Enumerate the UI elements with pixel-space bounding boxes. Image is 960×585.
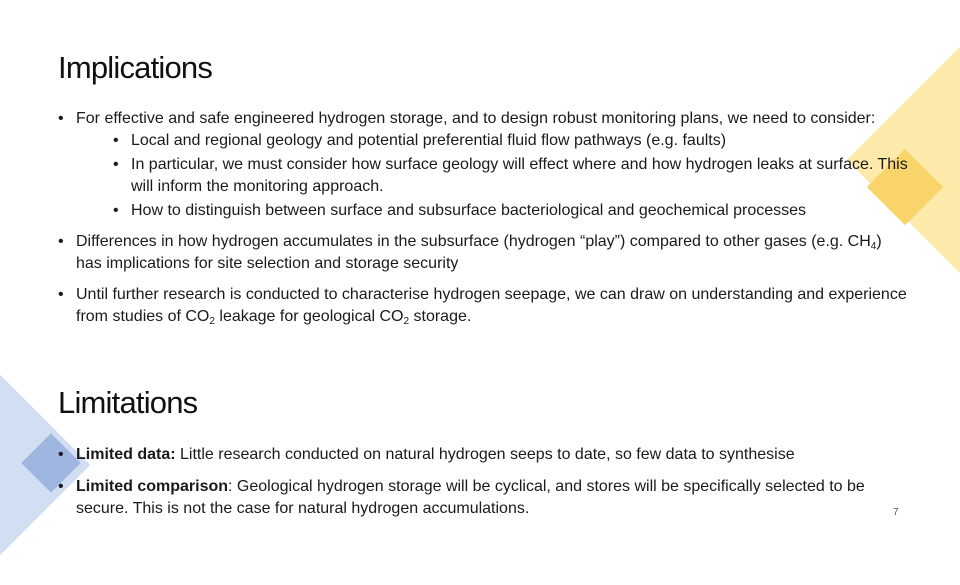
implications-item-research: [58, 284, 908, 328]
implications-subitem-processes: [113, 200, 908, 222]
implications-subitem-surface: [113, 154, 908, 198]
implications-subitem-geology: [113, 130, 908, 152]
subitem-text: Local and regional geology and potential preferential fluid flow pathways (e.g. faults): [131, 132, 727, 149]
subscript: 4: [870, 241, 877, 252]
implications-title: Implications: [58, 50, 213, 85]
item-text: Until further research is conducted to characterise hydrogen seepage, we can draw on understanding and experience from studies of CO: [76, 286, 907, 325]
implications-item-text: For effective and safe engineered hydrogen storage, and to design robust monitoring plans, we need to consider:: [76, 110, 876, 127]
limitations-title: Limitations: [58, 385, 198, 420]
subscript: 2: [209, 316, 215, 327]
page-number: 7: [893, 507, 899, 518]
limitations-item-comparison: [58, 476, 908, 520]
implications-item-considerations: [58, 108, 908, 222]
subscript: 2: [403, 316, 410, 327]
implications-sublist: [76, 130, 908, 222]
item-label: Limited data:: [76, 446, 176, 463]
item-text: : Geological hydrogen storage will be cyclical, and stores will be specifically selected to be secure. This is not the case for natural hydrogen accumulations.: [76, 478, 865, 517]
item-text: ) has implications for site selection and storage security: [76, 233, 882, 272]
item-text: Little research conducted on natural hydrogen seeps to date, so few data to synthesise: [175, 446, 795, 463]
limitations-item-data: [58, 444, 908, 466]
item-text: Differences in how hydrogen accumulates in the subsurface (hydrogen “play”) compared to other gases (e.g. CH: [76, 233, 871, 250]
item-text: leakage for geological CO: [214, 308, 404, 325]
subitem-text: How to distinguish between surface and subsurface bacteriological and geochemical processes: [131, 202, 807, 219]
limitations-list: [58, 444, 908, 530]
subitem-text: In particular, we must consider how surface geology will effect where and how hydrogen leaks at surface. This will inform the monitoring approach.: [131, 156, 908, 195]
implications-list: [58, 108, 908, 337]
implications-item-accumulation: [58, 231, 908, 275]
item-label: Limited comparison: [76, 478, 229, 495]
item-text: storage.: [409, 308, 472, 325]
